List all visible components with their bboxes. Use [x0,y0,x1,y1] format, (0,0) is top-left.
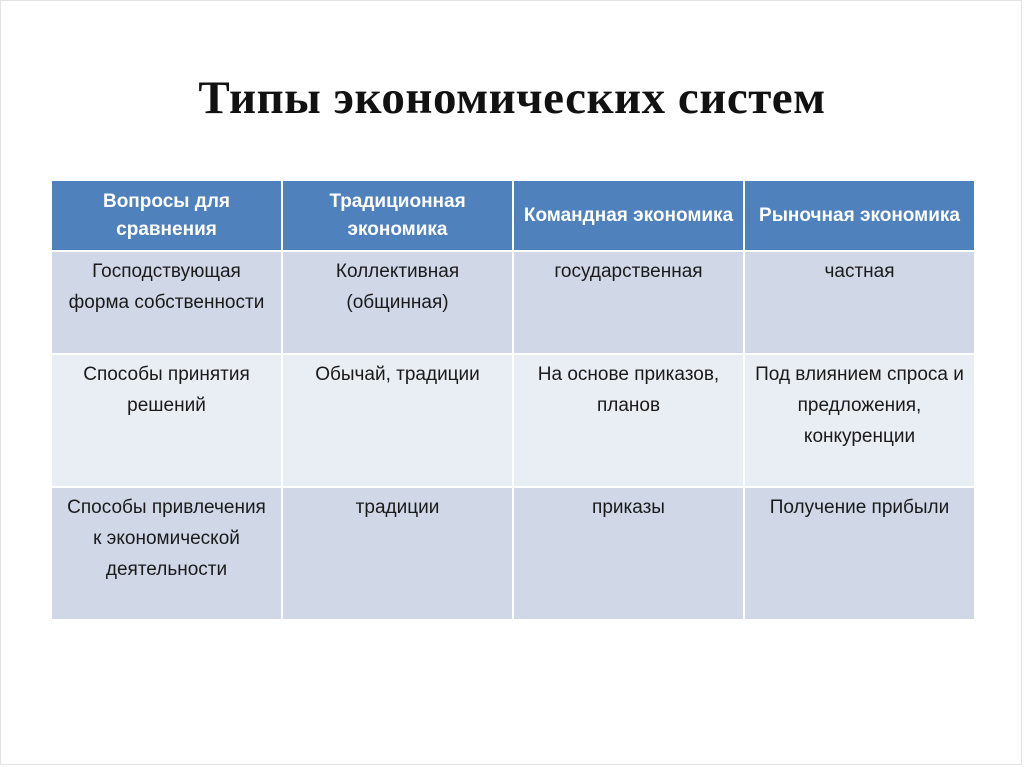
header-cell-traditional: Традиционная экономика [282,180,513,251]
header-cell-market: Рыночная экономика [744,180,975,251]
row-label-cell: Способы принятия решений [51,354,282,487]
table-row [51,251,975,354]
command-cell: На основе приказов, планов [513,354,744,487]
table-header-row [51,180,975,251]
command-cell: приказы [513,487,744,620]
traditional-cell: Коллективная (общинная) [282,251,513,354]
market-cell: Под влиянием спроса и предложения, конкуренции [744,354,975,487]
traditional-cell: традиции [282,487,513,620]
row-label-cell: Господствующая форма собственности [51,251,282,354]
traditional-cell: Обычай, традиции [282,354,513,487]
command-cell: государственная [513,251,744,354]
market-cell: Получение прибыли [744,487,975,620]
table-row [51,487,975,620]
header-cell-criteria: Вопросы для сравнения [51,180,282,251]
header-cell-command: Командная экономика [513,180,744,251]
slide-title: Типы экономических систем [198,72,826,124]
table-row [51,354,975,487]
row-label-cell: Способы привлечения к экономической деятельности [51,487,282,620]
market-cell: частная [744,251,975,354]
comparison-table [50,179,976,621]
